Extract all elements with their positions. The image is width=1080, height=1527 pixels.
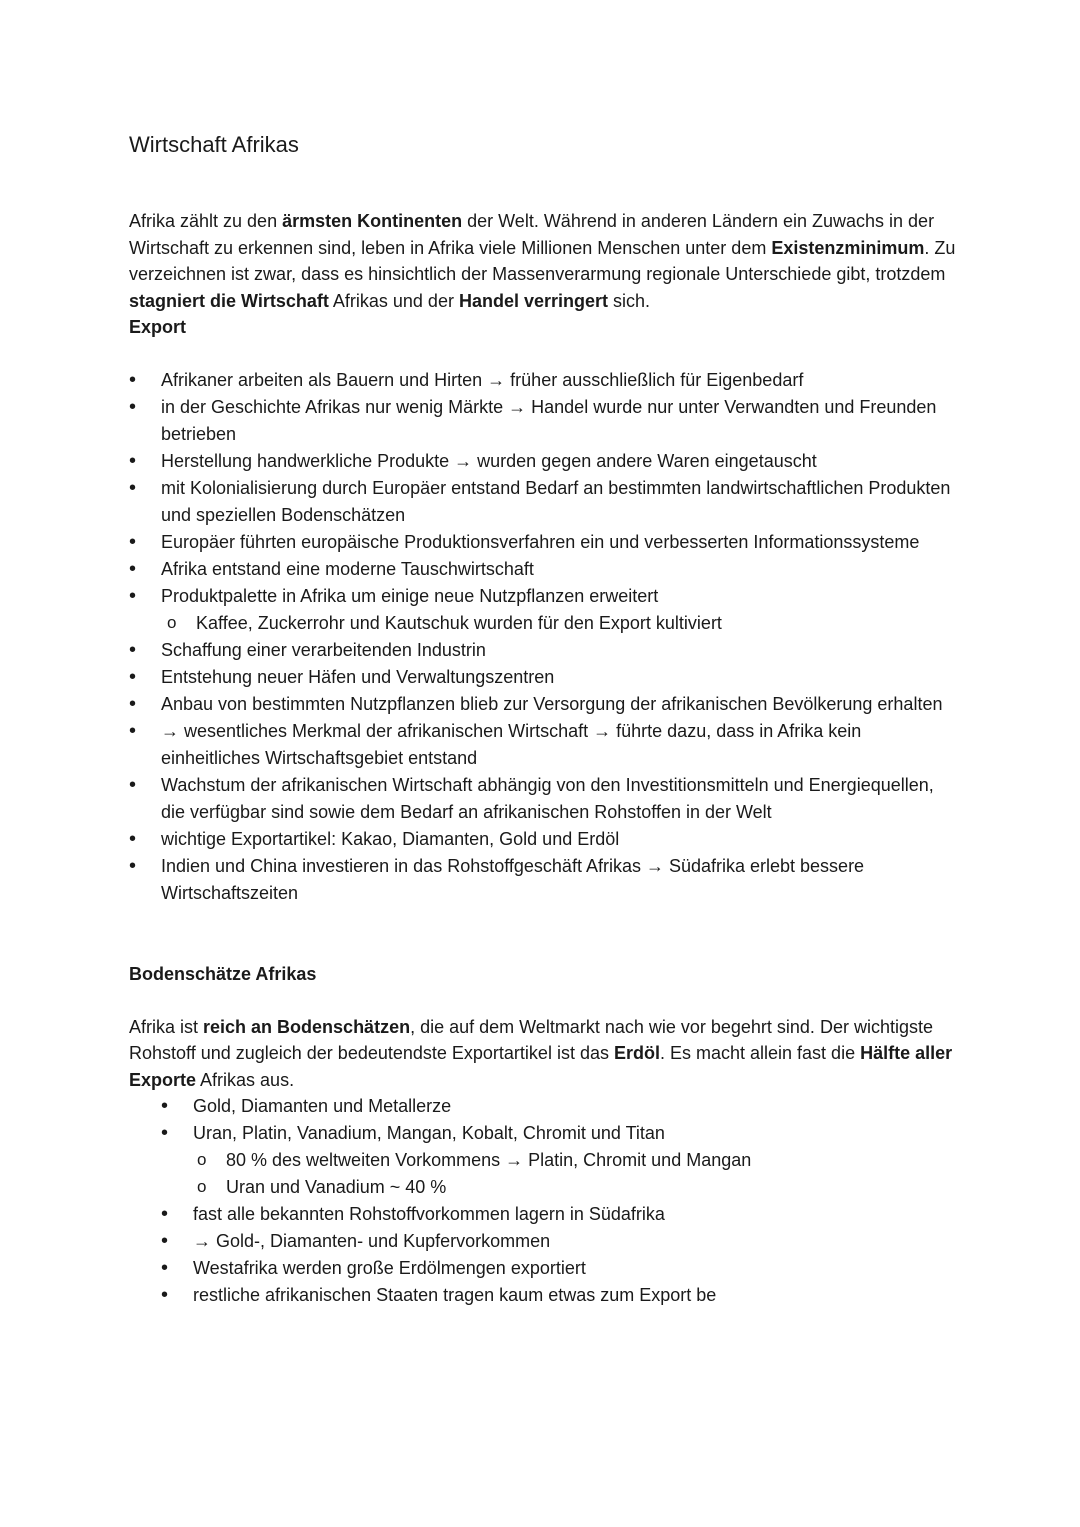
list-item: • fast alle bekannten Rohstoffvorkommen lagern in Südafrika — [161, 1201, 959, 1228]
page-title: Wirtschaft Afrikas — [129, 132, 299, 157]
bodenschaetze-sub-list — [193, 1147, 959, 1201]
sub-list-item: o 80 % des weltweiten Vorkommens → Platin, Chromit und Mangan — [193, 1147, 959, 1174]
list-item: • Afrika entstand eine moderne Tauschwirtschaft — [129, 556, 959, 583]
list-item: • Gold, Diamanten und Metallerze — [161, 1093, 959, 1120]
list-item: • Schaffung einer verarbeitenden Industrin — [129, 637, 959, 664]
sub-list-item: o Uran und Vanadium ~ 40 % — [193, 1174, 959, 1201]
bodenschaetze-heading: Bodenschätze Afrikas — [129, 963, 317, 984]
list-item: • Entstehung neuer Häfen und Verwaltungszentren — [129, 664, 959, 691]
list-item: • mit Kolonialisierung durch Europäer entstand Bedarf an bestimmten landwirtschaftlichen Produkten und speziellen Bodenschätzen — [129, 475, 959, 529]
list-item: • Europäer führten europäische Produktionsverfahren ein und verbesserten Informationssysteme — [129, 529, 959, 556]
list-item: • → wesentliches Merkmal der afrikanischen Wirtschaft → führte dazu, dass in Afrika kein einheitliches Wirtschaftsgebiet entstand — [129, 718, 959, 772]
intro-paragraph: Afrika zählt zu den ärmsten Kontinenten der Welt. Während in anderen Ländern ein Zuwachs in der Wirtschaft zu erkennen sind, leben in Afrika viele Millionen Menschen unter dem Existenzminimum. Zu verzeichnen ist zwar, dass es hinsichtlich der Massenverarmung regionale Unterschiede gibt, trotzdem stagniert die Wirtschaft Afrikas und der Handel verringert sich. — [129, 211, 956, 311]
list-item: • Uran, Platin, Vanadium, Mangan, Kobalt, Chromit und Titan — [161, 1120, 959, 1147]
list-item: • Produktpalette in Afrika um einige neue Nutzpflanzen erweitert — [129, 583, 959, 610]
list-item: • Anbau von bestimmten Nutzpflanzen blieb zur Versorgung der afrikanischen Bevölkerung erhalten — [129, 691, 959, 718]
export-list — [129, 367, 959, 907]
document-page — [129, 130, 959, 1309]
list-item: • Afrikaner arbeiten als Bauern und Hirten → früher ausschließlich für Eigenbedarf — [129, 367, 959, 394]
list-item: • Westafrika werden große Erdölmengen exportiert — [161, 1255, 959, 1282]
bodenschaetze-paragraph: Afrika ist reich an Bodenschätzen, die auf dem Weltmarkt nach wie vor begehrt sind. Der wichtigste Rohstoff und zugleich der bedeutendste Exportartikel ist das Erdöl. Es macht allein fast die Hälfte aller Exporte Afrikas aus. — [129, 1016, 953, 1090]
list-item: • in der Geschichte Afrikas nur wenig Märkte → Handel wurde nur unter Verwandten und Freunden betrieben — [129, 394, 959, 448]
list-item: • Indien und China investieren in das Rohstoffgeschäft Afrikas → Südafrika erlebt bessere Wirtschaftszeiten — [129, 853, 959, 907]
sub-list-container — [161, 1147, 959, 1201]
list-item: • restliche afrikanischen Staaten tragen kaum etwas zum Export be — [161, 1282, 959, 1309]
bodenschaetze-list — [161, 1093, 959, 1309]
list-item: • → Gold-, Diamanten- und Kupfervorkommen — [161, 1228, 959, 1255]
sub-list-container — [129, 610, 959, 637]
list-item: • wichtige Exportartikel: Kakao, Diamanten, Gold und Erdöl — [129, 826, 959, 853]
sub-list-item: o Kaffee, Zuckerrohr und Kautschuk wurden für den Export kultiviert — [163, 610, 959, 637]
export-heading: Export — [129, 317, 187, 338]
list-item: • Wachstum der afrikanischen Wirtschaft abhängig von den Investitionsmitteln und Energiequellen, die verfügbar sind sowie dem Bedarf an afrikanischen Rohstoffen in der Welt — [129, 772, 959, 826]
list-item: • Herstellung handwerkliche Produkte → wurden gegen andere Waren eingetauscht — [129, 448, 959, 475]
export-sub-list — [163, 610, 959, 637]
